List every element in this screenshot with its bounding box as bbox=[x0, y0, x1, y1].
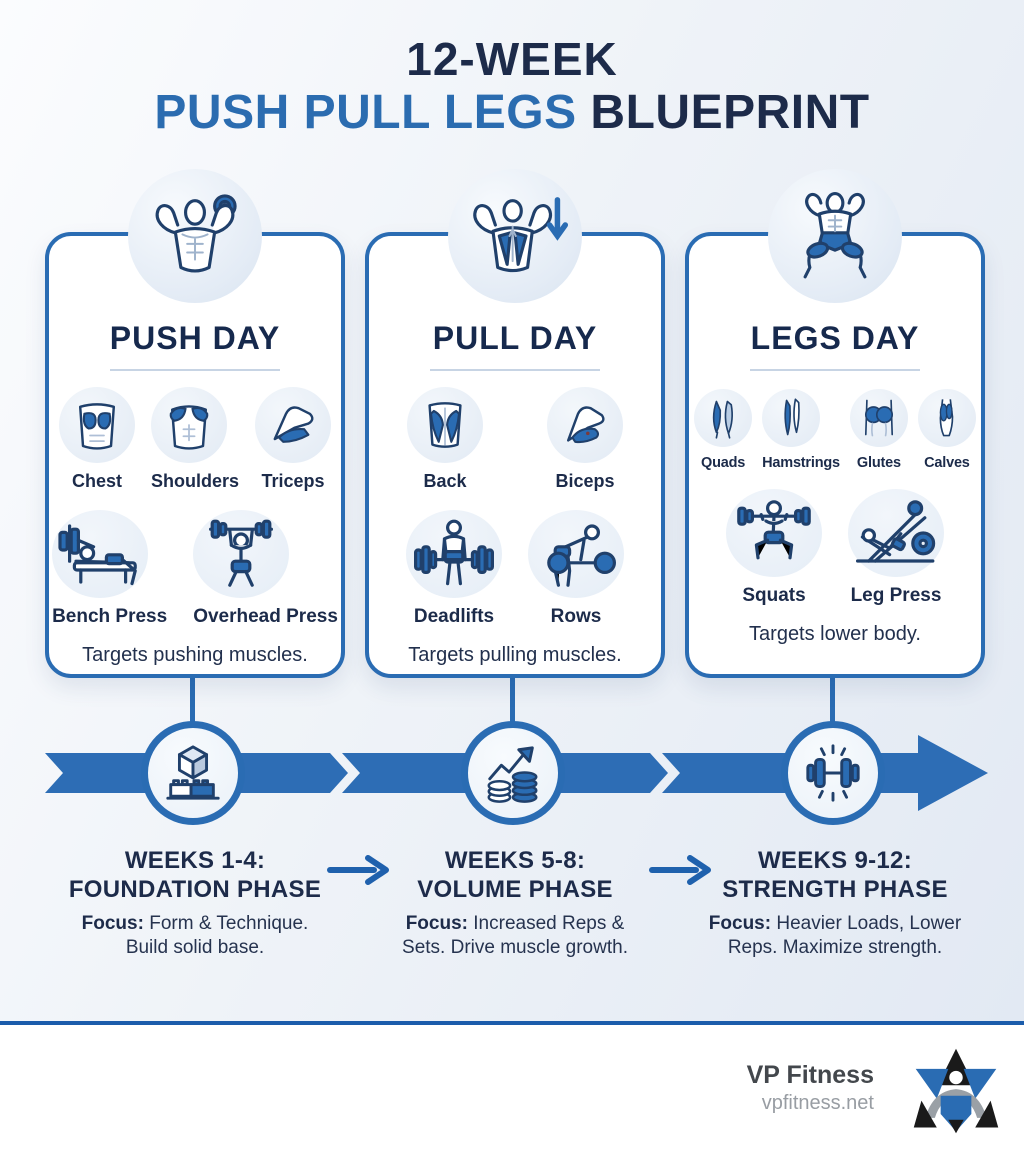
muscle-label: Biceps bbox=[555, 471, 615, 491]
focus-text: Heavier Loads, Lower Reps. Maximize strength. bbox=[727, 912, 962, 959]
glutes-icon bbox=[850, 389, 908, 447]
brand-site: vpfitness.net bbox=[761, 1092, 874, 1114]
exercise-row bbox=[689, 489, 981, 607]
phase-weeks: WEEKS 1-4: bbox=[124, 847, 266, 874]
foundation-milestone bbox=[141, 721, 245, 825]
muscle-label: Quads bbox=[701, 455, 746, 471]
muscle-item bbox=[59, 387, 135, 492]
phase-heading bbox=[355, 846, 675, 905]
squatting-figure-icon bbox=[768, 169, 902, 303]
phase-name: VOLUME PHASE bbox=[417, 876, 613, 904]
building-blocks-icon bbox=[162, 742, 224, 804]
phase-heading bbox=[675, 846, 995, 905]
strength-phase-block bbox=[675, 846, 995, 961]
barbell-squat-icon bbox=[726, 489, 822, 577]
phase-focus bbox=[384, 912, 646, 961]
foundation-phase-block bbox=[35, 846, 355, 961]
exercise-item bbox=[52, 510, 167, 628]
muscle-item bbox=[151, 387, 239, 492]
chest-icon bbox=[59, 387, 135, 463]
muscle-label: Hamstrings bbox=[762, 455, 840, 471]
title-divider bbox=[110, 369, 280, 371]
exercise-row bbox=[369, 510, 661, 628]
muscle-label: Shoulders bbox=[150, 471, 239, 491]
target-text: Targets pulling muscles. bbox=[408, 644, 622, 666]
overhead-press-icon bbox=[193, 510, 289, 598]
calves-icon bbox=[918, 389, 976, 447]
muscle-item bbox=[255, 387, 331, 492]
footer bbox=[0, 1025, 1024, 1154]
focus-text: Increased Reps & Sets. Drive muscle growth. bbox=[402, 912, 628, 959]
phase-focus bbox=[704, 912, 966, 961]
focus-label: Focus: bbox=[405, 912, 468, 934]
phase-weeks: WEEKS 5-8: bbox=[444, 847, 586, 874]
exercise-item bbox=[406, 510, 502, 628]
exercise-row bbox=[49, 510, 341, 628]
push-day-card bbox=[45, 232, 345, 678]
exercise-item bbox=[726, 489, 822, 607]
exercise-item bbox=[193, 510, 338, 628]
exercise-item bbox=[848, 489, 944, 607]
hamstrings-icon bbox=[762, 389, 820, 447]
muscle-item bbox=[407, 387, 483, 492]
volume-phase-block bbox=[355, 846, 675, 961]
connector-line bbox=[510, 676, 515, 724]
muscle-label: Chest bbox=[71, 471, 122, 491]
focus-label: Focus: bbox=[81, 912, 144, 934]
muscle-label: Back bbox=[423, 471, 467, 491]
phase-focus bbox=[64, 912, 326, 961]
muscle-label: Glutes bbox=[856, 455, 901, 471]
muscle-item bbox=[547, 387, 623, 492]
bench-press-icon bbox=[52, 510, 148, 598]
connector-line bbox=[830, 676, 835, 724]
flexing-man-dumbbell-icon bbox=[128, 169, 262, 303]
focus-label: Focus: bbox=[708, 912, 772, 934]
title-line-2 bbox=[0, 87, 1024, 140]
phase-weeks: WEEKS 9-12: bbox=[757, 847, 912, 874]
brand-block bbox=[747, 1061, 874, 1115]
target-text: Targets lower body. bbox=[749, 623, 921, 645]
deadlift-icon bbox=[406, 510, 502, 598]
phase-arrow-icon bbox=[648, 854, 714, 886]
strength-milestone bbox=[781, 721, 885, 825]
day-title-push: PUSH DAY bbox=[109, 320, 281, 356]
brand-name: VP Fitness bbox=[746, 1061, 874, 1089]
legs-day-card bbox=[685, 232, 985, 678]
phase-heading bbox=[35, 846, 355, 905]
exercise-label: Rows bbox=[550, 606, 602, 627]
connector-line bbox=[190, 676, 195, 724]
phase-name: FOUNDATION PHASE bbox=[68, 876, 322, 904]
title-rest: BLUEPRINT bbox=[576, 85, 870, 139]
day-title-legs: LEGS DAY bbox=[750, 320, 920, 356]
muscle-label: Triceps bbox=[261, 471, 325, 491]
triceps-icon bbox=[255, 387, 331, 463]
volume-milestone bbox=[461, 721, 565, 825]
exercise-item bbox=[528, 510, 624, 628]
day-title-pull: PULL DAY bbox=[432, 320, 598, 356]
vp-fitness-logo-icon bbox=[908, 1043, 1004, 1139]
page-title bbox=[0, 34, 1024, 139]
exercise-label: Squats bbox=[742, 585, 806, 606]
muscle-item bbox=[850, 389, 908, 471]
muscle-row bbox=[49, 387, 341, 492]
exercise-label: Deadlifts bbox=[413, 606, 495, 627]
muscle-item bbox=[918, 389, 976, 471]
title-divider bbox=[430, 369, 600, 371]
shoulders-icon bbox=[151, 387, 227, 463]
leg-press-icon bbox=[848, 489, 944, 577]
title-accent: PUSH PULL LEGS bbox=[154, 85, 577, 139]
back-double-biceps-arrow-icon bbox=[448, 169, 582, 303]
exercise-label: Bench Press bbox=[52, 606, 168, 627]
phase-arrow-icon bbox=[326, 854, 392, 886]
muscle-item bbox=[694, 389, 752, 471]
focus-text: Form & Technique. Build solid base. bbox=[125, 912, 309, 959]
phase-name: STRENGTH PHASE bbox=[722, 876, 948, 904]
title-divider bbox=[750, 369, 920, 371]
muscle-row bbox=[369, 387, 661, 492]
title-line-1: 12-WEEK bbox=[406, 33, 618, 85]
dumbbell-burst-icon bbox=[802, 742, 864, 804]
back-icon bbox=[407, 387, 483, 463]
pull-day-card bbox=[365, 232, 665, 678]
exercise-label: Overhead Press bbox=[193, 606, 338, 627]
muscle-item bbox=[762, 389, 840, 471]
muscle-row bbox=[689, 389, 981, 471]
biceps-icon bbox=[547, 387, 623, 463]
growth-chart-coins-icon bbox=[482, 742, 544, 804]
exercise-label: Leg Press bbox=[850, 585, 942, 606]
row-icon bbox=[528, 510, 624, 598]
quads-icon bbox=[694, 389, 752, 447]
muscle-label: Calves bbox=[924, 455, 970, 471]
target-text: Targets pushing muscles. bbox=[82, 644, 308, 666]
